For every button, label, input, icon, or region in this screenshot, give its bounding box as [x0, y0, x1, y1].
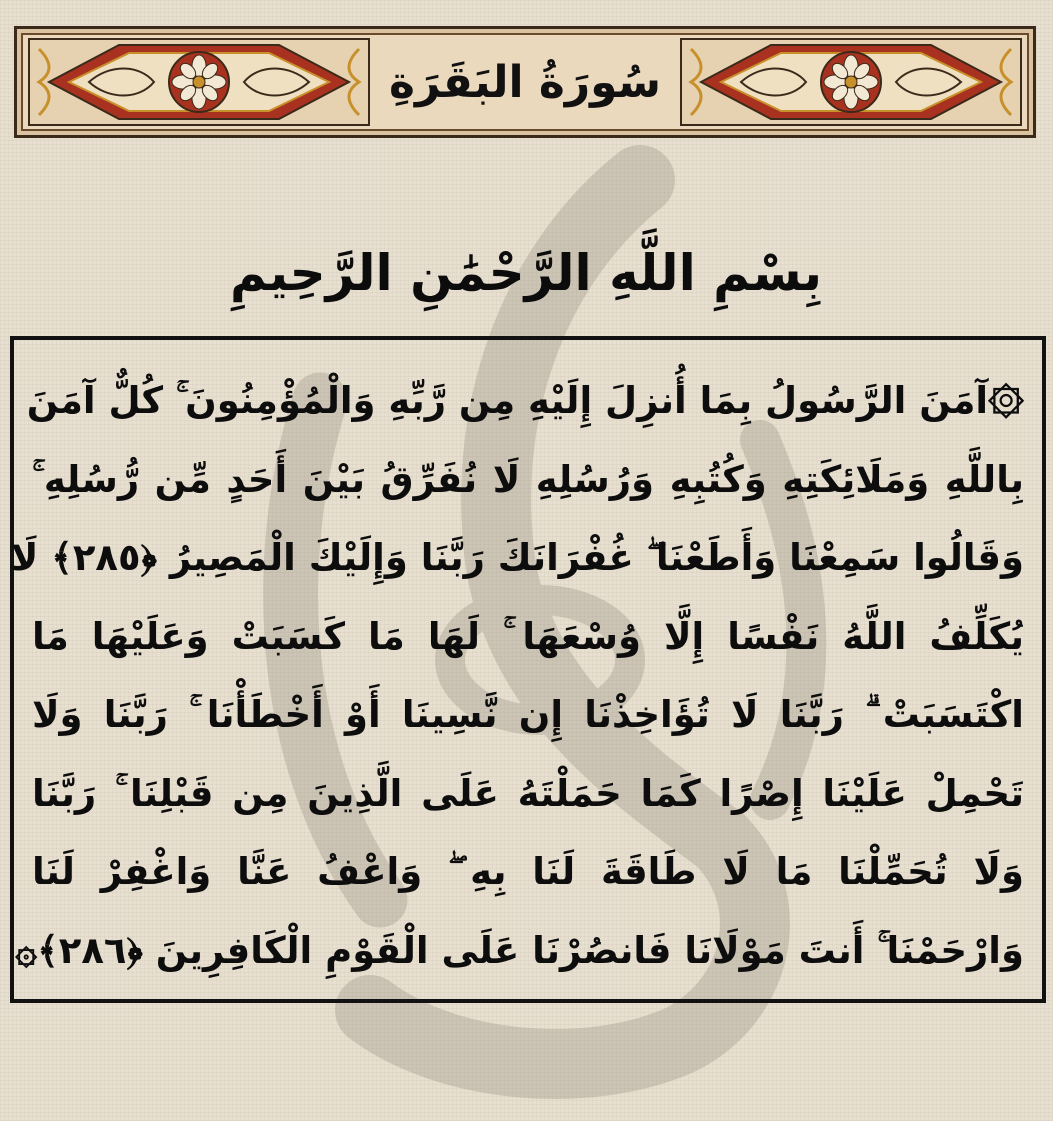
verse-line: تَحْمِلْ عَلَيْنَا إِصْرًا كَمَا حَمَلْتَهُ عَلَى الَّذِينَ مِن قَبْلِنَا ۚ رَبَّنَا	[32, 771, 1024, 815]
right-floral-ornament	[681, 39, 1021, 125]
verse-line: بِاللَّهِ وَمَلَائِكَتِهِ وَكُتُبِهِ وَرُسُلِهِ لَا نُفَرِّقُ بَيْنَ أَحَدٍ مِّن رُّسُلِهِ ۚ	[32, 457, 1024, 501]
verse-line: وَقَالُوا سَمِعْنَا وَأَطَعْنَا ۖ غُفْرَانَكَ رَبَّنَا وَإِلَيْكَ الْمَصِيرُ ﴿٢٨٥﴾ لَا	[10, 536, 1024, 579]
verse-line: وَلَا تُحَمِّلْنَا مَا لَا طَاقَةَ لَنَا بِهِ ۖ وَاعْفُ عَنَّا وَاغْفِرْ لَنَا	[32, 850, 1024, 893]
verses-text-box	[10, 336, 1046, 1003]
verse-line: يُكَلِّفُ اللَّهُ نَفْسًا إِلَّا وُسْعَهَا ۚ لَهَا مَا كَسَبَتْ وَعَلَيْهَا مَا	[32, 614, 1024, 658]
verse-line: وَارْحَمْنَا ۚ أَنتَ مَوْلَانَا فَانصُرْنَا عَلَى الْقَوْمِ الْكَافِرِينَ ﴿٢٨٦﴾۞	[15, 928, 1024, 972]
surah-title: سُورَةُ البَقَرَةِ	[388, 56, 662, 108]
verse-line: اكْتَسَبَتْ ۗ رَبَّنَا لَا تُؤَاخِذْنَا إِن نَّسِينَا أَوْ أَخْطَأْنَا ۚ رَبَّنَا وَلَا	[32, 693, 1024, 736]
surah-header-frame	[14, 26, 1036, 138]
verse-line: ۞آمَنَ الرَّسُولُ بِمَا أُنزِلَ إِلَيْهِ مِن رَّبِّهِ وَالْمُؤْمِنُونَ ۚ كُلٌّ آمَنَ	[26, 379, 1024, 422]
basmala: بِسْمِ اللَّهِ الرَّحْمَٰنِ الرَّحِيمِ	[230, 244, 822, 302]
left-floral-ornament	[29, 39, 369, 125]
